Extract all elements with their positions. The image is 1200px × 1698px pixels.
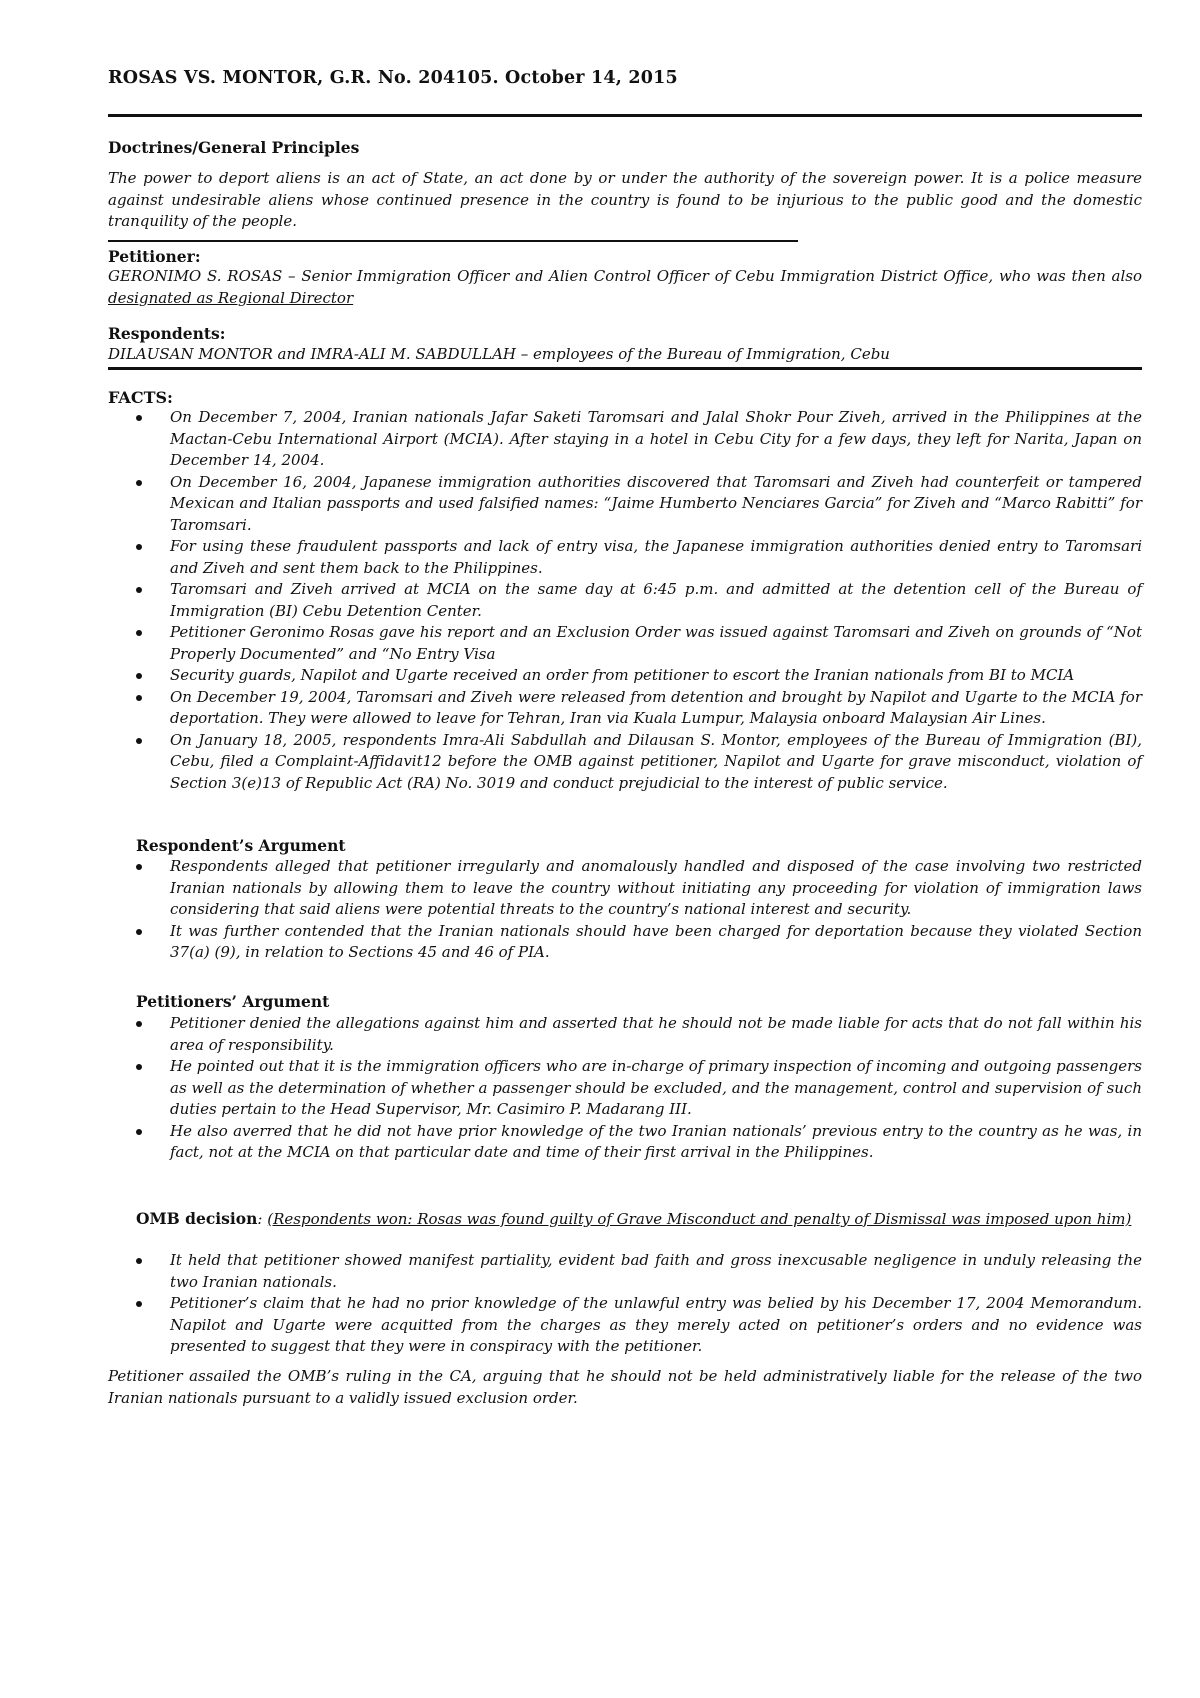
bullet-icon	[136, 673, 142, 679]
omb-decision-header	[136, 1208, 1142, 1231]
title-divider	[108, 114, 1142, 117]
bullet-icon	[136, 630, 142, 636]
bullet-icon	[136, 1301, 142, 1307]
list-item: Petitioner Geronimo Rosas gave his report and an Exclusion Order was issued against Taromsari and Ziveh on grounds of “Not Properly Documented” and “No Entry Visa	[136, 622, 1142, 665]
omb-decision-heading: OMB decision	[136, 1209, 258, 1228]
list-item: Respondents alleged that petitioner irregularly and anomalously handled and disposed of the case involving two restricted Iranian nationals by allowing them to leave the country without initiating any proceeding for violation of immigration laws considering that said aliens were potential threats to the country’s national interest and security.	[136, 856, 1142, 921]
list-item: It held that petitioner showed manifest partiality, evident bad faith and gross inexcusable negligence in unduly releasing the two Iranian nationals.	[136, 1250, 1142, 1293]
bullet-icon	[136, 480, 142, 486]
bullet-icon	[136, 864, 142, 870]
list-item: On December 19, 2004, Taromsari and Ziveh were released from detention and brought by Napilot and Ugarte to the MCIA for deportation. They were allowed to leave for Tehran, Iran via Kuala Lumpur, Malaysia onboard Malaysian Air Lines.	[136, 687, 1142, 730]
list-item: He pointed out that it is the immigration officers who are in-charge of primary inspection of incoming and outgoing passengers as well as the determination of whether a passenger should be excluded, and the management, control and supervision of such duties pertain to the Head Supervisor, Mr. Casimiro P. Madarang III.	[136, 1056, 1142, 1121]
list-item: He also averred that he did not have prior knowledge of the two Iranian nationals’ previous entry to the country as he was, in fact, not at the MCIA on that particular date and time of their first arrival in the Philippines.	[136, 1121, 1142, 1164]
case-title: ROSAS VS. MONTOR, G.R. No. 204105. October 14, 2015	[108, 68, 678, 88]
omb-colon: :	[257, 1210, 263, 1228]
list-item: On December 16, 2004, Japanese immigration authorities discovered that Taromsari and Ziveh had counterfeit or tampered Mexican and Italian passports and used falsified names: “Jaime Humberto Nenciares Garcia” for Ziveh and “Marco Rabitti” for Taromsari.	[136, 472, 1142, 537]
list-item: Petitioner denied the allegations against him and asserted that he should not be made liable for acts that do not fall within his area of responsibility.	[136, 1013, 1142, 1056]
bullet-icon	[136, 738, 142, 744]
doctrines-divider	[108, 240, 798, 242]
respondents-text: DILAUSAN MONTOR and IMRA-ALI M. SABDULLAH – employees of the Bureau of Immigration, Cebu	[108, 345, 890, 363]
bullet-icon	[136, 415, 142, 421]
facts-list	[136, 407, 1142, 794]
petitioner-heading: Petitioner:	[108, 247, 201, 266]
bullet-icon	[136, 695, 142, 701]
doctrines-heading: Doctrines/General Principles	[108, 138, 360, 157]
bullet-icon	[136, 1129, 142, 1135]
respondent-argument-list	[136, 856, 1142, 964]
doctrines-text: The power to deport aliens is an act of State, an act done by or under the authority of the sovereign power. It is a police measure against undesirable aliens whose continued presence in the country is found to be injurious to the public good and the domestic tranquility of the people.	[108, 169, 1142, 230]
respondent-argument-heading: Respondent’s Argument	[136, 836, 346, 855]
respondents-heading: Respondents:	[108, 324, 226, 343]
list-item: For using these fraudulent passports and lack of entry visa, the Japanese immigration authorities denied entry to Taromsari and Ziveh and sent them back to the Philippines.	[136, 536, 1142, 579]
list-item: Security guards, Napilot and Ugarte received an order from petitioner to escort the Iranian nationals from BI to MCIA	[136, 665, 1142, 687]
list-item: Petitioner’s claim that he had no prior knowledge of the unlawful entry was belied by his December 17, 2004 Memorandum. Napilot and Ugarte were acquitted from the charges as they merely acted on petitioner’s orders and no evidence was presented to suggest that they were in conspiracy with the petitioner.	[136, 1293, 1142, 1358]
petitioner-designation: designated as Regional Director	[108, 288, 354, 307]
list-item: It was further contended that the Iranian nationals should have been charged for deportation because they violated Section 37(a) (9), in relation to Sections 45 and 46 of PIA.	[136, 921, 1142, 964]
bullet-icon	[136, 1258, 142, 1264]
list-item: Taromsari and Ziveh arrived at MCIA on the same day at 6:45 p.m. and admitted at the detention cell of the Bureau of Immigration (BI) Cebu Detention Center.	[136, 579, 1142, 622]
petitioner-argument-heading: Petitioners’ Argument	[136, 992, 330, 1011]
bullet-icon	[136, 1021, 142, 1027]
petitioner-text	[108, 266, 1142, 309]
bullet-icon	[136, 929, 142, 935]
omb-decision-list	[136, 1250, 1142, 1358]
bullet-icon	[136, 1064, 142, 1070]
list-item: On December 7, 2004, Iranian nationals Jafar Saketi Taromsari and Jalal Shokr Pour Ziveh, arrived in the Philippines at the Mactan-Cebu International Airport (MCIA). After staying in a hotel in Cebu City for a few days, they left for Narita, Japan on December 14, 2004.	[136, 407, 1142, 472]
facts-heading: FACTS:	[108, 388, 173, 407]
parties-divider	[108, 367, 1142, 370]
bullet-icon	[136, 544, 142, 550]
petitioner-description: GERONIMO S. ROSAS – Senior Immigration Officer and Alien Control Officer of Cebu Immigration District Office, who was then also	[108, 267, 1142, 285]
petitioner-argument-list	[136, 1013, 1142, 1164]
list-item: On January 18, 2005, respondents Imra-Ali Sabdullah and Dilausan S. Montor, employees of the Bureau of Immigration (BI), Cebu, filed a Complaint-Affidavit12 before the OMB against petitioner, Napilot and Ugarte for grave misconduct, violation of Section 3(e)13 of Republic Act (RA) No. 3019 and conduct prejudicial to the interest of public service.	[136, 730, 1142, 795]
omb-decision-note: (Respondents won: Rosas was found guilty of Grave Misconduct and penalty of Dismissal was imposed upon him)	[267, 1210, 1132, 1228]
closing-paragraph: Petitioner assailed the OMB’s ruling in the CA, arguing that he should not be held administratively liable for the release of the two Iranian nationals pursuant to a validly issued exclusion order.	[108, 1367, 1142, 1407]
bullet-icon	[136, 587, 142, 593]
